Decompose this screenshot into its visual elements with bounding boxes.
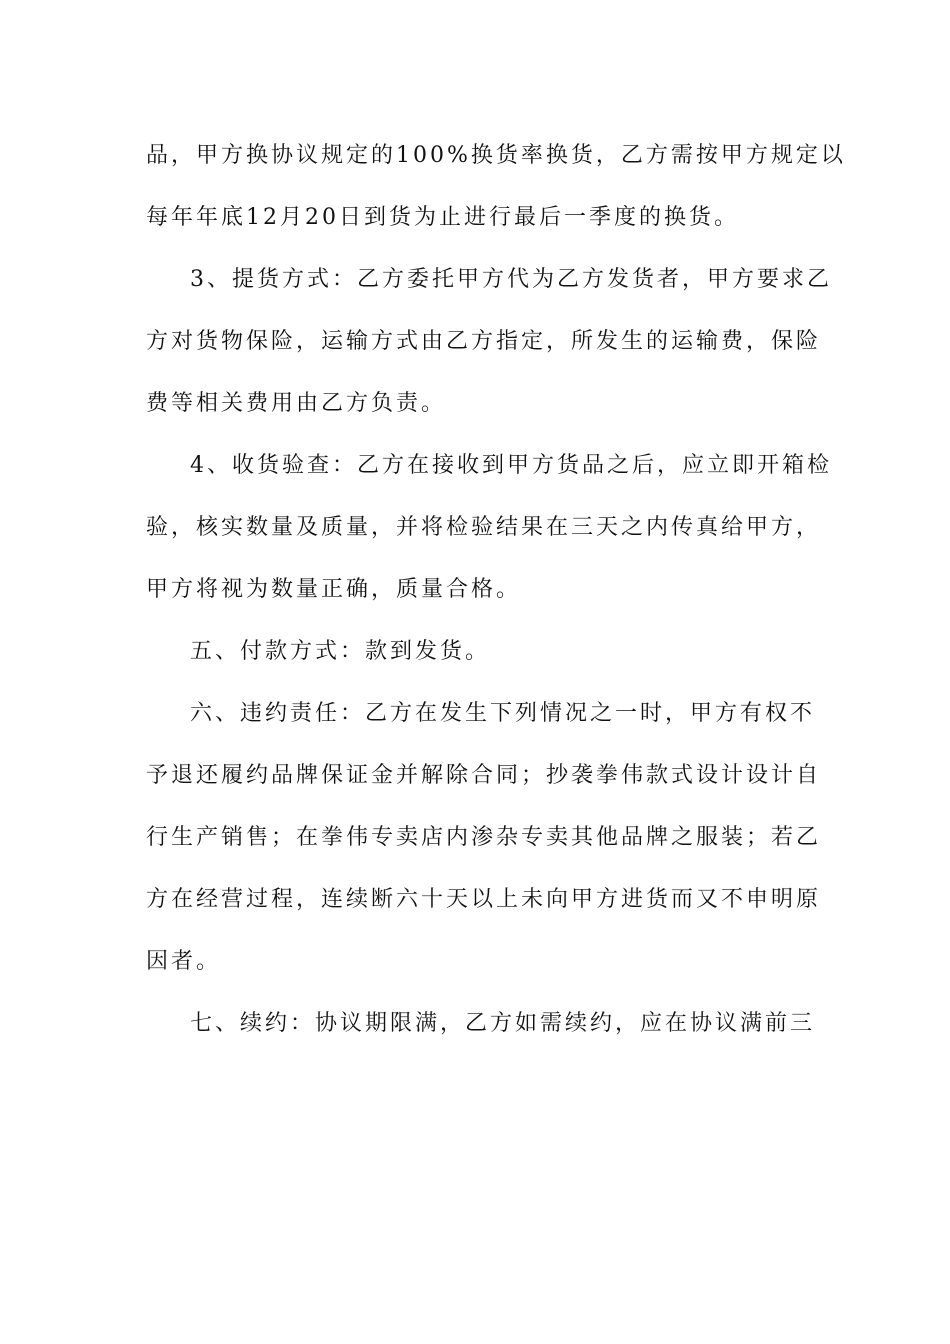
document-body bbox=[146, 125, 846, 1055]
paragraph-payment-method bbox=[146, 621, 806, 683]
text-line: 五、付款方式：款到发货。 bbox=[190, 639, 491, 664]
text-line: 七、续约：协议期限满，乙方如需续约，应在协议满前三 bbox=[190, 1011, 816, 1036]
paragraph-delivery-method bbox=[146, 249, 832, 435]
text-line: 品，甲方换协议规定的100%换货率换货，乙方需按甲方规定以 bbox=[146, 143, 846, 168]
text-line: 予退还履约品牌保证金并解除合同；抄袭拳伟款式设计设计自 bbox=[146, 763, 822, 788]
paragraph-breach-liability bbox=[146, 683, 822, 993]
paragraph-receipt-inspection bbox=[146, 435, 832, 621]
text-line: 行生产销售；在拳伟专卖店内渗杂专卖其他品牌之服装；若乙 bbox=[146, 825, 822, 850]
text-line: 六、违约责任：乙方在发生下列情况之一时，甲方有权不 bbox=[190, 701, 816, 726]
text-line: 甲方将视为数量正确，质量合格。 bbox=[146, 577, 522, 602]
text-line: 方对货物保险，运输方式由乙方指定，所发生的运输费，保险 bbox=[146, 329, 822, 354]
text-line: 每年年底12月20日到货为止进行最后一季度的换货。 bbox=[146, 205, 739, 230]
text-line: 费等相关费用由乙方负责。 bbox=[146, 391, 447, 416]
text-line: 验，核实数量及质量，并将检验结果在三天之内传真给甲方， bbox=[146, 515, 822, 540]
text-line: 方在经营过程，连续断六十天以上未向甲方进货而又不申明原 bbox=[146, 887, 822, 912]
paragraph-exchange-deadline bbox=[146, 125, 846, 249]
text-line: 4、收货验查：乙方在接收到甲方货品之后，应立即开箱检 bbox=[190, 453, 832, 478]
text-line: 3、提货方式：乙方委托甲方代为乙方发货者，甲方要求乙 bbox=[190, 267, 832, 292]
text-line: 因者。 bbox=[146, 949, 222, 974]
paragraph-renewal bbox=[146, 993, 816, 1055]
